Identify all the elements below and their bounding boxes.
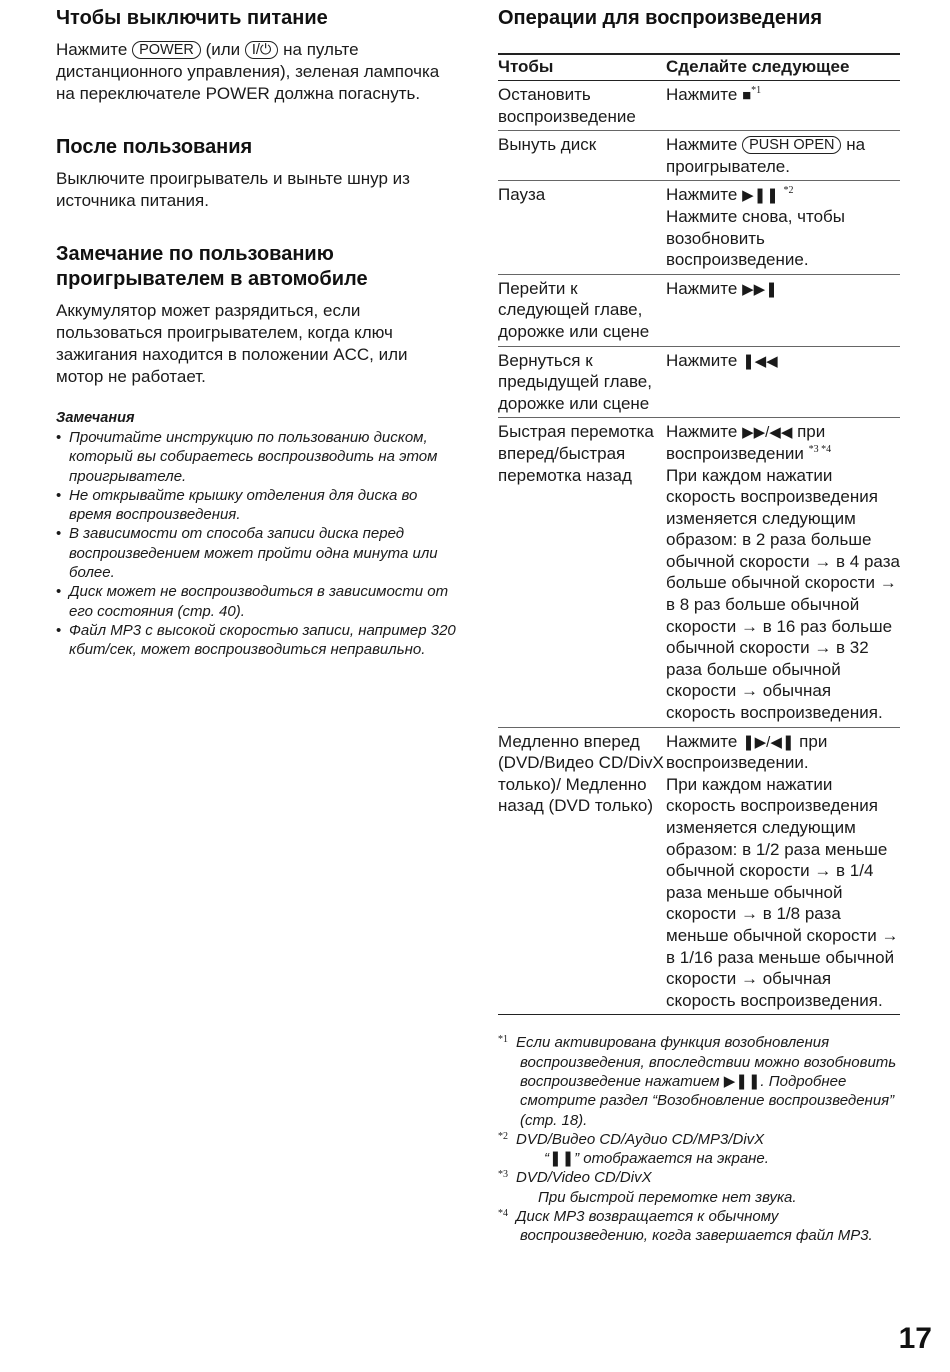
section-power-off xyxy=(56,6,458,105)
right-column xyxy=(498,6,900,1246)
action-text: Нажмите xyxy=(666,185,743,205)
footnotes xyxy=(498,1033,900,1245)
row-action xyxy=(666,131,900,181)
table-header-row xyxy=(498,54,900,81)
footnote-mark: *4 xyxy=(498,1208,508,1220)
table-row xyxy=(498,727,900,1015)
fast-forward-rewind-icon: ▶▶/◀◀ xyxy=(742,424,793,442)
push-open-key-label: PUSH OPEN xyxy=(742,136,841,154)
table-row xyxy=(498,181,900,274)
slow-motion-icon: ❚▶/◀❚ xyxy=(742,733,795,751)
power-off-text xyxy=(56,39,458,105)
action-text: Нажмите xyxy=(666,422,743,442)
header-goal: Чтобы xyxy=(498,54,666,81)
car-use-text: Аккумулятор может разрядиться, если пользоваться проигрывателем, когда ключ зажигания находится в положении ACC, или мотор не работает. xyxy=(56,301,408,386)
footnote-mark: *1 xyxy=(498,1034,508,1046)
action-text: Нажмите xyxy=(666,85,743,104)
footnote-mark: *3 xyxy=(498,1169,508,1181)
row-goal: Пауза xyxy=(498,181,666,274)
page-number: 17 xyxy=(898,1322,932,1355)
power-key-label: POWER xyxy=(132,41,201,59)
footnote xyxy=(498,1130,900,1169)
note-item: • Файл MP3 с высокой скоростью записи, например 320 кбит/сек, может воспроизводиться неправильно. xyxy=(56,621,458,660)
row-goal: Вынуть диск xyxy=(498,131,666,181)
footnote xyxy=(498,1168,900,1207)
table-row xyxy=(498,81,900,131)
action-text: на проигрывателе. xyxy=(666,135,866,176)
action-text: При каждом нажатии скорость воспроизведения изменяется следующим образом: в 2 раза больше обычной скорости → в 4 раза больше обычной скорости → в 8 раз больше обычной скорости → в 16 раз больше обычной скорости → в 32 раза больше обычной скорости → обычная скорость воспроизведения. xyxy=(666,465,900,723)
play-pause-icon: ▶❚❚ xyxy=(742,187,779,205)
text-part: Нажмите xyxy=(56,40,133,59)
footnote-ref: *1 xyxy=(751,85,762,96)
action-text: Нажмите xyxy=(666,350,743,370)
section-after-use xyxy=(56,135,458,212)
action-text: Нажмите xyxy=(666,135,743,155)
row-goal: Перейти к следующей главе, дорожке или сцене xyxy=(498,274,666,346)
heading-power-off: Чтобы выключить питание xyxy=(56,7,328,29)
row-goal: Быстрая перемотка вперед/быстрая перемотка назад xyxy=(498,418,666,727)
footnote-ref: *3 *4 xyxy=(808,443,832,455)
table-row xyxy=(498,274,900,346)
action-text: Нажмите xyxy=(666,731,743,751)
note-item: • Прочитайте инструкцию по пользованию диском, который вы собираетесь воспроизводить на этом проигрывателе. xyxy=(56,428,458,486)
action-text: при воспроизведении. xyxy=(666,731,828,773)
footnote-text: “❚❚” отображается на экране. xyxy=(544,1150,769,1168)
header-action: Сделайте следующее xyxy=(666,54,900,81)
note-item: • Диск может не воспроизводиться в зависимости от его состояния (стр. 40). xyxy=(56,582,458,621)
row-goal: Вернуться к предыдущей главе, дорожке или сцене xyxy=(498,346,666,418)
remote-power-key-label: I/⏻ xyxy=(245,41,279,59)
heading-playback-ops: Операции для воспроизведения xyxy=(498,7,823,29)
text-part: (или xyxy=(200,40,245,59)
footnote-line: Если активирована функция возобновления xyxy=(516,1034,830,1052)
footnote-ref: *2 xyxy=(783,185,794,197)
action-text: При каждом нажатии скорость воспроизведения изменяется следующим образом: в 1/2 раза меньше обычной скорости → в 1/4 раза меньше обычной скорости → в 1/8 раза меньше обычной скорости → в 1/16 раза меньше обычной скорости → обычная скорость воспроизведения. xyxy=(666,774,899,1010)
footnote xyxy=(498,1207,900,1246)
action-text: при воспроизведении xyxy=(666,422,826,463)
row-action xyxy=(666,418,900,727)
footnote-text: При быстрой перемотке нет звука. xyxy=(538,1188,797,1206)
footnote-text: воспроизведения, впоследствии можно возобновить воспроизведение нажатием ▶❚❚. Подробнее смотрите раздел “Возобновление воспроизведения” (стр. 18). xyxy=(520,1053,897,1129)
action-text: Нажмите снова, чтобы возобновить воспроизведение. xyxy=(666,206,846,270)
row-goal: Остановить воспроизведение xyxy=(498,81,666,131)
row-action xyxy=(666,346,900,418)
table-row xyxy=(498,131,900,181)
footnote-line: DVD/Video CD/DivX xyxy=(516,1169,652,1187)
operations-table xyxy=(498,53,900,1015)
footnote-text: воспроизведению, когда завершается файл MP3. xyxy=(520,1227,873,1245)
heading-after-use: После пользования xyxy=(56,136,253,158)
stop-icon: ■ xyxy=(742,87,752,104)
notes-title: Замечания xyxy=(56,410,135,426)
action-text: Нажмите xyxy=(666,278,743,298)
left-column xyxy=(56,6,458,660)
next-track-icon: ▶▶❚ xyxy=(742,280,778,298)
footnote xyxy=(498,1033,900,1129)
table-row xyxy=(498,418,900,727)
notes-list xyxy=(56,428,458,660)
row-action xyxy=(666,727,900,1015)
previous-track-icon: ❚◀◀ xyxy=(742,352,778,370)
row-action xyxy=(666,181,900,274)
footnote-line: Диск MP3 возвращается к обычному xyxy=(516,1208,779,1226)
table-row xyxy=(498,346,900,418)
note-item: • В зависимости от способа записи диска перед воспроизведением может пройти одна минута или более. xyxy=(56,524,458,582)
row-action xyxy=(666,81,900,131)
heading-car-use: Замечание по пользованию проигрывателем в автомобиле xyxy=(56,243,368,290)
notes-block xyxy=(56,410,458,660)
footnote-mark: *2 xyxy=(498,1130,508,1142)
after-use-text: Выключите проигрыватель и выньте шнур из источника питания. xyxy=(56,169,410,210)
note-item: • Не открывайте крышку отделения для диска во время воспроизведения. xyxy=(56,486,458,525)
text-part: на пульте дистанционного управления), зеленая лампочка на переключателе POWER должна погаснуть. xyxy=(56,40,440,103)
section-car-use xyxy=(56,242,458,388)
row-goal: Медленно вперед (DVD/Видео CD/DivX только)/ Медленно назад (DVD только) xyxy=(498,727,666,1015)
row-action xyxy=(666,274,900,346)
footnote-line: DVD/Видео CD/Аудио CD/MP3/DivX xyxy=(516,1130,765,1148)
